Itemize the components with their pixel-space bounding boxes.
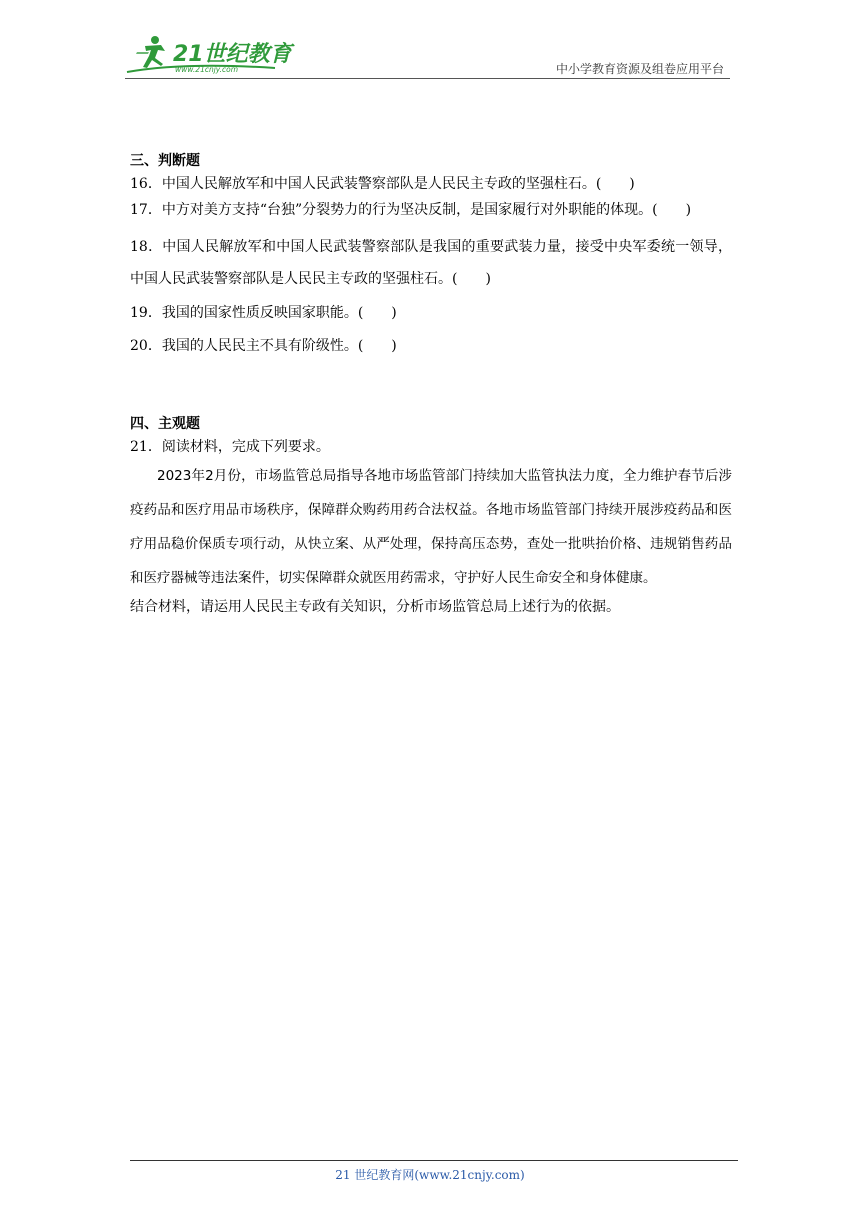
- page-header: [125, 32, 730, 80]
- svg-text:www.21cnjy.com: www.21cnjy.com: [175, 65, 239, 74]
- site-logo: [125, 32, 295, 80]
- question-20: 20．我国的人民民主不具有阶级性。( ): [130, 338, 397, 354]
- footer-text: 21 世纪教育网(www.21cnjy.com): [335, 1168, 525, 1182]
- runner-icon: [136, 36, 165, 68]
- question-16: 16．中国人民解放军和中国人民武装警察部队是人民民主专政的坚强柱石。( ): [130, 176, 635, 192]
- section-title-subjective: 四、主观题: [130, 416, 200, 432]
- question-21-stem: 21．阅读材料，完成下列要求。: [130, 439, 330, 455]
- site-slogan: 中小学教育资源及组卷应用平台: [555, 62, 724, 76]
- material-passage: 2023年2月份，市场监管总局指导各地市场监管部门持续加大监管执法力度，全力维护春节后涉疫药品和医疗用品市场秩序，保障群众购药用药合法权益。各地市场监管部门持续开展涉疫药品和医疗用品稳价保质专项行动，从快立案、从严处理，保持高压态势，查处一批哄抬价格、违规销售药品和医疗器械等违法案件，切实保障群众就医用药需求，守护好人民生命安全和身体健康。: [130, 468, 732, 586]
- question-18: 18．中国人民解放军和中国人民武装警察部队是我国的重要武装力量，接受中央军委统一领导，中国人民武装警察部队是人民民主专政的坚强柱石。( ): [130, 239, 732, 287]
- question-17: 17．中方对美方支持“台独”分裂势力的行为坚决反制，是国家履行对外职能的体现。( ): [130, 202, 692, 218]
- section-title-judgment: 三、判断题: [130, 153, 200, 169]
- question-19: 19．我国的国家性质反映国家职能。( ): [130, 305, 397, 321]
- svg-text:21世纪教育: 21世纪教育: [173, 42, 292, 67]
- footer-divider: [130, 1160, 738, 1161]
- header-divider: [125, 78, 730, 79]
- question-21-prompt: 结合材料，请运用人民民主专政有关知识，分析市场监管总局上述行为的依据。: [130, 599, 620, 615]
- exam-content: [130, 150, 732, 619]
